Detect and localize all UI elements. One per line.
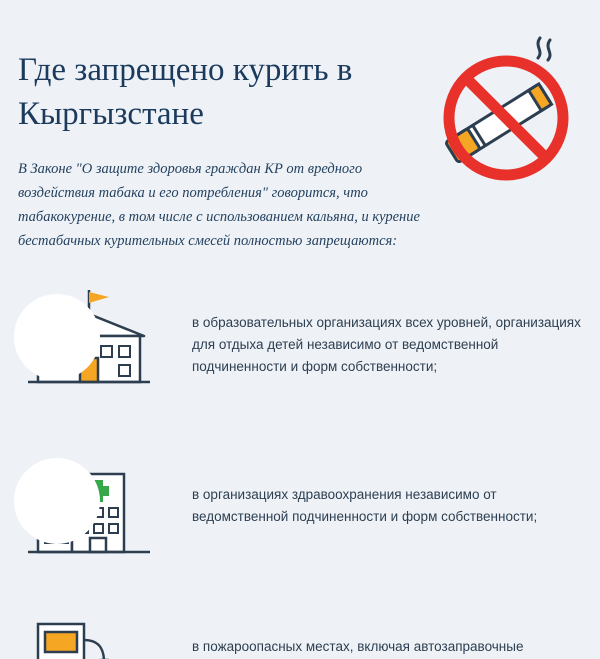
intro-paragraph: В Законе "О защите здоровья граждан КР от вредного воздействия табака и его потребления" говорится, что табакокурение, в том числе с использованием кальяна, и курение бестабачных курительных смесей полностью запрещаются:: [18, 160, 420, 249]
list-item-text: в пожароопасных местах, включая автозаправочные: [192, 639, 524, 654]
list-item-text: в образовательных организациях всех уровней, организациях для отдыха детей независимо от ведомственной подчиненности и форм собственности;: [192, 315, 581, 374]
hospital-building-icon: [14, 452, 164, 572]
school-building-icon: [14, 286, 164, 406]
page-title: Где запрещено курить в Кыргызстане: [18, 52, 353, 133]
no-smoking-icon: [422, 26, 592, 196]
list-item-text: в организациях здравоохранения независимо от ведомственной подчиненности и форм собственности;: [192, 487, 538, 524]
gas-station-icon: [14, 610, 164, 659]
